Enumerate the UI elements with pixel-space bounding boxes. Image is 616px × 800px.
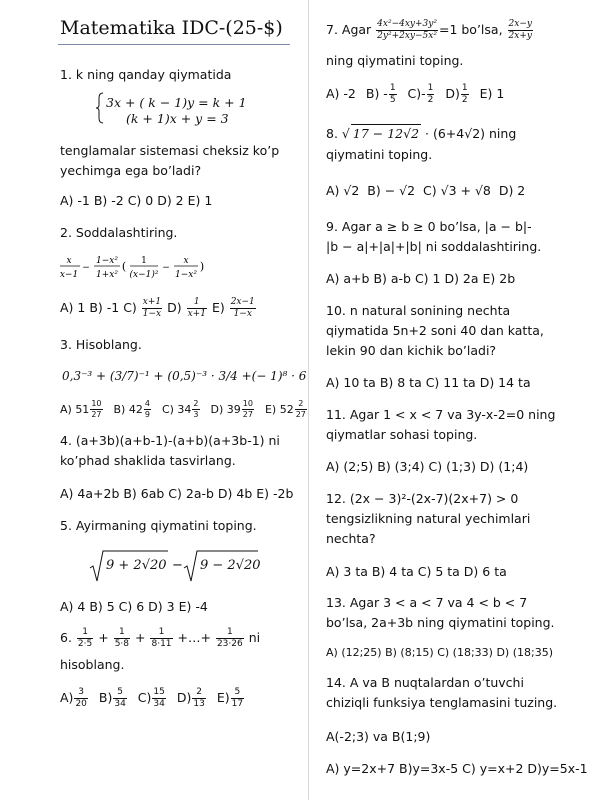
q6-answer-0-fraction [74, 688, 87, 709]
q3-answer-0-label: A) 51 [60, 402, 90, 416]
q4-question-line-2: ko’phad shaklida tasvirlang. [60, 453, 236, 468]
svg-text:x: x [66, 256, 72, 266]
q7-answer-3-label: D) [445, 86, 460, 101]
q14-line-2: chiziqli funksiya tenglamasini tuzing. [326, 695, 558, 710]
q4-question-line-1: 4. (a+3b)(a+b-1)-(a+b)(a+3b-1) ni [60, 433, 280, 448]
q3-answer-2-den: 3 [193, 410, 199, 419]
q7-answers [326, 84, 514, 105]
q6-answer-4 [216, 687, 245, 709]
q14-points: A(-2;3) va B(1;9) [326, 729, 431, 744]
q6-term-4 [216, 628, 244, 649]
q8-answers [326, 182, 525, 199]
q14-line-1: 14. A va B nuqtalardan o’tuvchi [326, 675, 524, 690]
q10-line-2: qiymatida 5n+2 soni 40 dan katta, [326, 323, 544, 338]
q6-term-4-den: 23·26 [216, 639, 243, 649]
title-underline [58, 44, 290, 45]
q1-question: 1. k ning qanday qiymatida [60, 67, 232, 82]
q6-answer-3-num: 2 [192, 688, 205, 699]
q3-answer-2 [161, 399, 201, 419]
q2-d-den: x+1 [187, 309, 206, 319]
q7-den: 2y²+2xy−5x² [377, 31, 437, 41]
svg-text:−: − [82, 263, 90, 273]
q1-system-brace [96, 92, 102, 124]
q6-term-3 [150, 628, 172, 649]
q6-label: 6. [60, 630, 72, 645]
q2-c-den: 1−x [142, 309, 162, 319]
q3-answer-3-num: 10 [242, 399, 253, 408]
q7-answer-2-num: 1 [427, 83, 434, 93]
q12-line-3: nechta? [326, 531, 376, 546]
svg-text:1+x²: 1+x² [96, 270, 118, 280]
q2-answer-d-fraction [187, 298, 207, 319]
q8-answer-a: A) √2 [326, 183, 360, 198]
q2-d-num: 1 [187, 298, 207, 309]
q3-answer-2-fraction [192, 400, 199, 419]
q2-c-num: x+1 [142, 297, 162, 307]
q6-answer-1-fraction [113, 688, 126, 709]
q3-answer-3-den: 27 [242, 410, 253, 419]
q8-answer-d: D) 2 [498, 183, 526, 198]
q6-hisoblang: hisoblang. [60, 657, 125, 672]
q8-prefix: 8. [326, 126, 338, 141]
q6-plus-1: + [98, 630, 109, 645]
q3-answer-0 [60, 399, 104, 419]
q6-term-3-den: 8·11 [151, 639, 172, 649]
q6-term-2-num: 1 [114, 628, 130, 639]
q1-text-line-1: tenglamalar sistemasi cheksiz ko’p [60, 143, 280, 158]
svg-text:x: x [183, 256, 189, 266]
q3-answer-1-num: 4 [144, 399, 150, 408]
q2-answer-c-fraction [142, 298, 162, 319]
q1-answers: A) -1 B) -2 C) 0 D) 2 E) 1 [60, 193, 213, 208]
svg-text:x−1: x−1 [59, 270, 79, 280]
q7-answer-2 [407, 83, 436, 105]
q4-answers: A) 4a+2b B) 6ab C) 2a-b D) 4b E) -2b [60, 486, 294, 501]
q3-answer-2-label: C) 34 [161, 402, 192, 416]
q6-term-2-den: 5·8 [114, 639, 130, 649]
q11-line-1: 11. Agar 1 < x < 7 va 3y-x-2=0 ning [326, 407, 556, 422]
q12-answers: A) 3 ta B) 4 ta C) 5 ta D) 6 ta [326, 564, 507, 579]
q2-question: 2. Soddalashtiring. [60, 225, 178, 240]
q2-answers-ab: A) 1 B) -1 C) [60, 300, 137, 315]
q9-line-1: 9. Agar a ≥ b ≥ 0 bo’lsa, |a − b|- [326, 219, 532, 234]
q7-answer-3 [445, 83, 469, 105]
q11-answers: A) (2;5) B) (3;4) C) (1;3) D) (1;4) [326, 459, 529, 474]
q9-line-2: |b − a|+|a|+|b| ni soddalashtiring. [326, 239, 542, 254]
q13-line-1: 13. Agar 3 < a < 7 va 4 < b < 7 [326, 595, 528, 610]
q7-answer-1-den: 5 [389, 95, 396, 105]
q7-mid: =1 bo’lsa, [438, 22, 503, 37]
q7-answer-0-label: A) -2 [326, 86, 356, 101]
q5-radicand-2: 9 − 2√20 [200, 558, 261, 573]
q11-line-2: qiymatlar sohasi toping. [326, 427, 478, 442]
svg-text:−: − [162, 263, 170, 273]
q6-term-1 [77, 628, 93, 649]
q8-line-2: qiymatini toping. [326, 147, 433, 162]
q7-main-fraction [376, 20, 438, 41]
svg-text:): ) [199, 260, 205, 273]
q3-answer-4-label: E) 52 [264, 402, 294, 416]
q6-answer-4-num: 5 [231, 688, 244, 699]
q7-answer-3-den: 2 [461, 95, 468, 105]
q7-answer-1 [365, 83, 398, 105]
q8-answer-b: B) − √2 [367, 183, 416, 198]
q6-answer-4-label: E) [216, 690, 230, 705]
q8-answer-c: C) √3 + √8 [423, 183, 491, 198]
q10-answers: A) 10 ta B) 8 ta C) 11 ta D) 14 ta [326, 375, 531, 390]
q8-radicand: 17 − 12√2 [352, 126, 420, 141]
page-title: Matematika IDC-(25-$) [60, 17, 283, 39]
q6-answer-3 [176, 687, 207, 709]
q12-line-2: tengsizlikning natural yechimlari [326, 511, 531, 526]
q7-answer-1-label: B) - [365, 86, 388, 101]
q6-answer-1-label: B) [98, 690, 113, 705]
q7-answer-1-fraction [389, 84, 397, 105]
q7-answer-1-num: 1 [389, 83, 396, 93]
q7-target-fraction [508, 20, 533, 41]
q6-answer-3-den: 13 [193, 699, 205, 709]
q8-radical: √ 17 − 12√2 [341, 126, 420, 141]
q3-answer-0-fraction [90, 400, 102, 419]
q3-answers [60, 400, 318, 419]
svg-text:1: 1 [141, 256, 147, 266]
q7-prefix: 7. Agar [326, 22, 372, 37]
q6-term-1-num: 1 [77, 628, 93, 639]
q7-answer-0 [326, 86, 356, 101]
q8-question [326, 124, 516, 142]
q6-answer-3-label: D) [176, 690, 192, 705]
q7-answer-4-label: E) 1 [479, 86, 505, 101]
q3-answer-4 [264, 399, 308, 419]
q7-answer-2-fraction [427, 84, 435, 105]
q7-answer-4 [480, 86, 505, 101]
q6-answer-0-den: 20 [75, 699, 87, 709]
q5-question: 5. Ayirmaning qiymatini toping. [60, 518, 257, 533]
q2-e-den: 1−x [233, 309, 252, 319]
q6-answer-2-num: 15 [153, 687, 165, 697]
q6-answer-2-fraction [152, 688, 165, 709]
q6-sum [60, 628, 260, 649]
q9-answers: A) a+b B) a-b C) 1 D) 2a E) 2b [326, 271, 516, 286]
q3-answer-3 [210, 399, 255, 419]
q6-answer-0-label: A) [60, 690, 74, 705]
q3-answer-4-den: 27 [295, 410, 306, 419]
q6-answer-3-fraction [192, 688, 205, 709]
q7-line-2: ning qiymatini toping. [326, 53, 464, 68]
q3-answer-1-den: 9 [144, 410, 150, 419]
svg-text:(: ( [121, 260, 127, 273]
q1-text-line-2: yechimga ega bo’ladi? [60, 163, 202, 178]
q3-answer-3-label: D) 39 [210, 402, 241, 416]
q2-answer-e-label: E) [211, 300, 225, 315]
q6-answer-4-den: 17 [231, 699, 244, 709]
q6-answer-1-num: 5 [113, 688, 126, 699]
q6-answers [60, 688, 255, 709]
q13-line-2: bo’lsa, 2a+3b ning qiymatini toping. [326, 615, 555, 630]
q7-den2: 2x+y [508, 31, 532, 41]
q7-num2: 2x−y [508, 19, 532, 29]
q2-expression [58, 252, 218, 286]
q6-answer-4-fraction [231, 688, 244, 709]
q8-mid: · (6+4√2) ning [425, 126, 517, 141]
q10-line-3: lekin 90 dan kichik bo’ladi? [326, 343, 497, 358]
q7-num: 4x²−4xy+3y² [377, 19, 437, 29]
q3-answer-1-label: B) 42 [113, 402, 143, 416]
q7-question [326, 20, 534, 41]
q2-e-num: 2x−1 [230, 297, 255, 307]
q14-answers: A) y=2x+7 B)y=3x-5 C) y=x+2 D)y=5x-1 [326, 761, 588, 776]
q6-plus-2: + [135, 630, 146, 645]
q10-line-1: 10. n natural sonining nechta [326, 303, 511, 318]
q5-radicand-1: 9 + 2√20 [106, 558, 167, 573]
q3-answer-0-num: 10 [91, 399, 102, 408]
q3-question: 3. Hisoblang. [60, 337, 142, 352]
svg-text:1−x²: 1−x² [175, 270, 197, 280]
q2-answer-d-label: D) [167, 300, 182, 315]
q3-answer-1-fraction [144, 400, 151, 419]
q3-answer-3-fraction [242, 400, 254, 419]
q3-expression: 0,3⁻³ + (3/7)⁻¹ + (0,5)⁻³ · 3/4 +(− 1)⁸ · 6 [62, 369, 307, 383]
q3-answer-1 [113, 399, 152, 419]
q6-answer-1-den: 34 [114, 699, 126, 709]
q6-term-2 [114, 628, 130, 649]
q6-answer-2-den: 34 [153, 699, 165, 709]
q6-answer-2 [137, 687, 167, 709]
q1-equation-2: (k + 1)x + y = 3 [126, 111, 229, 126]
q7-answer-3-fraction [461, 84, 469, 105]
q13-answers: A) (12;25) B) (8;15) C) (18;33) D) (18;35) [326, 646, 553, 659]
q3-answer-0-den: 27 [91, 410, 102, 419]
q6-ni: ni [248, 630, 261, 645]
q2-answer-e-fraction [230, 298, 256, 319]
q2-answers [60, 298, 257, 319]
q1-equation-1: 3x + ( k − 1)y = k + 1 [106, 95, 247, 110]
q6-term-1-den: 2·5 [77, 639, 93, 649]
svg-text:1−x²: 1−x² [96, 256, 118, 266]
q6-answer-2-label: C) [137, 690, 152, 705]
svg-text:(x−1)²: (x−1)² [129, 270, 159, 280]
q3-answer-2-num: 2 [193, 399, 199, 408]
q7-answer-2-den: 2 [427, 95, 434, 105]
q5-minus: − [172, 558, 183, 573]
q7-answer-2-label: C)- [407, 86, 426, 101]
q5-answers: A) 4 B) 5 C) 6 D) 3 E) -4 [60, 599, 208, 614]
q6-answer-0 [60, 687, 89, 709]
q6-term-3-num: 1 [150, 628, 172, 639]
q6-ellipsis: +…+ [177, 630, 211, 645]
q6-term-4-num: 1 [216, 628, 244, 639]
q7-answer-3-num: 1 [461, 83, 468, 93]
q12-line-1: 12. (2x − 3)²-(2x-7)(2x+7) > 0 [326, 491, 519, 506]
q6-answer-1 [98, 687, 128, 709]
q3-answer-4-num: 2 [295, 400, 307, 410]
q6-answer-0-num: 3 [74, 688, 87, 699]
q3-answer-4-fraction [295, 400, 307, 419]
